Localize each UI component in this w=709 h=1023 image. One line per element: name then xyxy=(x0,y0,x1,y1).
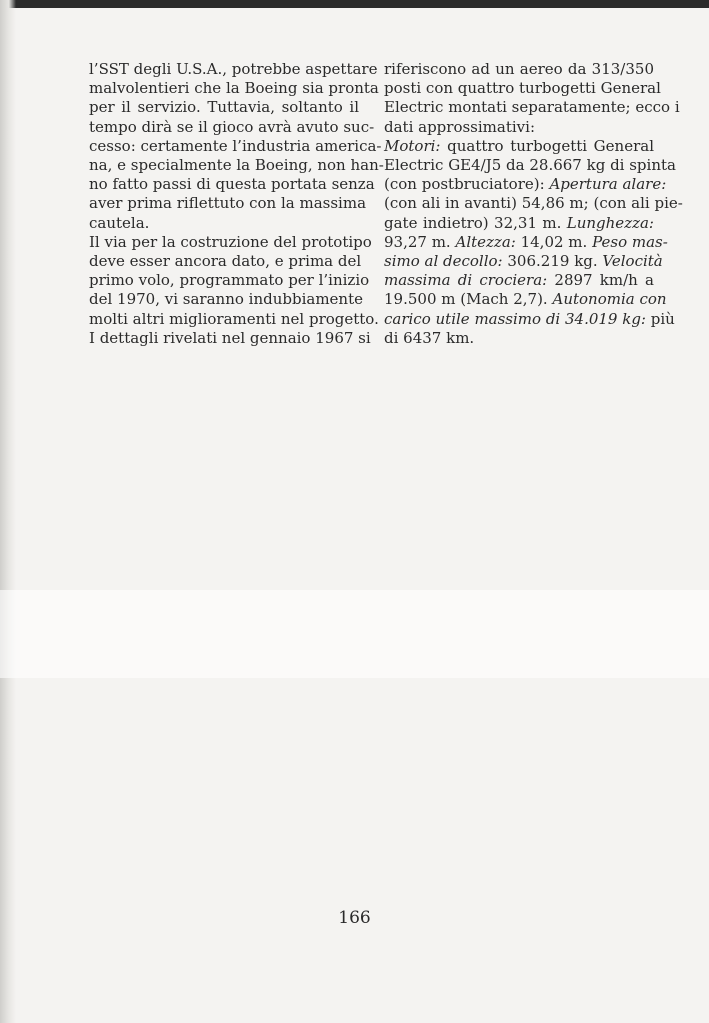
spec-value: 306.219 kg. xyxy=(502,252,603,271)
left-column xyxy=(89,60,384,348)
spec-value: 19.500 m (Mach 2,7). xyxy=(384,290,553,309)
text-line: deve esser ancora dato, e prima del xyxy=(89,252,362,271)
text-line xyxy=(384,137,654,156)
text-line: I dettagli rivelati nel gennaio 1967 si xyxy=(89,328,371,347)
text-line: na, e specialmente la Boeing, non han- xyxy=(89,156,384,175)
spec-label: Apertura alare: xyxy=(549,175,667,194)
text-line xyxy=(384,232,668,252)
text-line: molti altri miglioramenti nel progetto. xyxy=(89,309,379,328)
text-line: primo volo, programmato per l’inizio xyxy=(89,271,370,290)
text-line: l’SST degli U.S.A., potrebbe aspettare xyxy=(89,60,378,78)
text-line: Electric GE4/J5 da 28.667 kg di spinta xyxy=(384,156,676,175)
spec-label: Autonomia con xyxy=(552,290,667,309)
spec-label: Altezza: xyxy=(455,232,516,251)
text-line: posti con quattro turbogetti General xyxy=(384,79,661,98)
page-number: 166 xyxy=(338,908,371,928)
spec-label: Peso mas- xyxy=(592,232,668,251)
spec-value: quattro turbogetti General xyxy=(440,136,654,155)
text-line: cesso: certamente l’industria america- xyxy=(89,136,382,155)
text-line xyxy=(384,214,654,233)
spec-label: Motori: xyxy=(384,136,441,155)
text-line: dati approssimativi: xyxy=(384,117,535,136)
text-line: tempo dirà se il gioco avrà avuto suc- xyxy=(89,117,375,136)
text-line: aver prima riflettuto con la massima xyxy=(89,194,367,213)
text-line xyxy=(384,290,667,309)
spec-label: massima di crociera: xyxy=(384,271,548,290)
text-line xyxy=(384,252,663,271)
spec-value: (con postbruciatore): xyxy=(384,175,550,194)
text-line: malvolentieri che la Boeing sia pronta xyxy=(89,79,379,98)
scan-artifact-band xyxy=(0,590,709,678)
text-line: riferiscono ad un aereo da 313/350 xyxy=(384,60,654,78)
spec-value: gate indietro) 32,31 m. xyxy=(384,213,567,232)
text-line: Electric montati separatamente; ecco i xyxy=(384,98,680,117)
spec-label: carico utile massimo di 34.019 kg: xyxy=(384,309,646,328)
text-line xyxy=(384,271,654,290)
spec-value: più xyxy=(646,309,675,328)
text-line: di 6437 km. xyxy=(384,328,475,347)
text-line xyxy=(384,309,675,329)
text-line: cautela. xyxy=(89,213,150,232)
text-line: no fatto passi di questa portata senza xyxy=(89,175,375,194)
right-column xyxy=(384,60,683,348)
spec-value: 14,02 m. xyxy=(515,232,593,251)
text-line: per il servizio. Tuttavia, soltanto il xyxy=(89,98,359,117)
text-line xyxy=(384,175,667,194)
binding-shadow xyxy=(0,0,16,1023)
page-top-edge xyxy=(0,0,709,8)
spec-label: Velocità xyxy=(602,252,663,271)
text-line: Il via per la costruzione del prototipo xyxy=(89,232,372,251)
spec-value: 2897 km/h a xyxy=(547,271,654,290)
text-line: (con ali in avanti) 54,86 m; (con ali pie- xyxy=(384,194,683,213)
spec-label: Lunghezza: xyxy=(566,213,654,232)
text-line: del 1970, vi saranno indubbiamente xyxy=(89,290,363,309)
spec-value: 93,27 m. xyxy=(384,232,456,251)
spec-label: simo al decollo: xyxy=(384,252,503,271)
